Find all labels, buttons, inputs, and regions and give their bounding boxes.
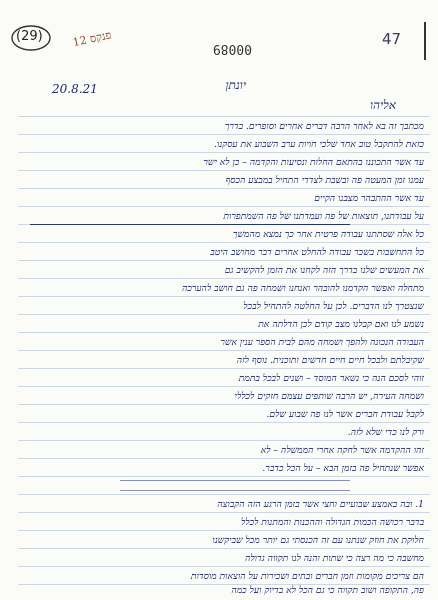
paragraph-1-line: עד אשר התכוננו בהתאם החלות ונסיעות והקדמה – כן לא ישר <box>203 157 424 168</box>
ruled-line <box>18 116 430 117</box>
ruled-line <box>18 512 430 513</box>
ruled-line <box>18 368 430 369</box>
salutation: אליהו <box>369 98 396 112</box>
paragraph-2-line: שנצטרך לנו הדברים. לכן על החלטה להתחיל לבכל <box>243 301 424 312</box>
ruled-line <box>18 404 430 405</box>
paragraph-4-line: הם צריכים מקומות וזמן חברים ובתים ושכירות על הוצאות מוסדות <box>190 571 424 582</box>
ruled-line <box>18 188 430 189</box>
ruled-line <box>18 332 430 333</box>
circled-page-number: (29) <box>16 29 43 44</box>
paragraph-2-line: זוהי לסכם הנה כי נשאר המוסד – ושנים לבכל בתמת <box>238 373 424 384</box>
paragraph-1-line: עמנו זמן המעטה פה ובשבת לצדדי התחיל במבצע הכסף <box>225 175 424 186</box>
letter-date: 20.8.21 <box>52 82 98 96</box>
paragraph-2-line: כל התחשבות בשכר עבודה להחלט אחרים דבר מחושב היטב <box>210 247 424 258</box>
paragraph-2-line: על עבודתנו, תוצאות של פה ועמדתנו של פה השמתפרות <box>223 211 424 222</box>
paragraph-2-line: לקבל עבודת חברים אשר לנו פה שבוע שלם. <box>266 409 424 420</box>
ruled-line <box>18 476 430 477</box>
ruled-line <box>18 206 430 207</box>
ruled-line <box>18 278 430 279</box>
ruled-line <box>18 386 430 387</box>
paragraph-2-line: את המעשים שלנו בדרך הזה לקחנו את הזמן להקשיב גם <box>224 265 424 276</box>
paragraph-2-line: ורק לנו כדי שלא לזה. <box>347 427 424 438</box>
paragraph-3-line: אפשר שנתחיל פה בזמן הבא – על הכל כדבר. <box>262 463 424 474</box>
ruled-line <box>18 440 430 441</box>
top-pencil-note: פנקס 12 <box>71 28 113 50</box>
underline-stroke <box>30 224 350 225</box>
crossed-out-text <box>120 480 350 491</box>
ruled-line <box>18 242 430 243</box>
ruled-line <box>18 566 430 567</box>
paragraph-2-line: נשמע לנו ואם קבלנו מצב קודם לכן הדלתה את <box>258 319 424 330</box>
letter-place: יונתן <box>225 78 246 92</box>
paragraph-4-line: חלוקת את חוזק שנתנו עם זה הכנסתי גם יותר מכל שביקשנו <box>212 535 424 546</box>
page-edge-stroke <box>424 22 426 60</box>
ruled-line <box>18 530 430 531</box>
paragraph-4-line: 1. ובה באמצע שבועיים וחצי אשר בזמן הרגע הזה הקבוצה <box>217 499 424 510</box>
archive-stamp-number: 00089 <box>212 41 252 56</box>
ruled-line <box>18 494 430 495</box>
paragraph-4-line: בדבר רכושה הכמות הגדולה וההכנות והמתנות לכלל <box>241 517 424 528</box>
paragraph-1-line: כזאת להתקבל טוב אחד שלכי חויות ערב השבוע את עסקנו. <box>214 139 424 150</box>
paragraph-4-line: פה, התקופה ושוב תקווה כי גם הכל לא בדיוק ועל כמה <box>231 585 424 596</box>
ruled-line <box>18 296 430 297</box>
paragraph-2-line: העבודה הנכונה ולהפך ושמחה מהם לבית הספר ענין אשר <box>220 337 424 348</box>
ruled-line <box>18 548 430 549</box>
paragraph-4-line: מחשבה כי מה רצה כי שתות והנה לנו תקווה גדולה <box>244 553 424 564</box>
ruled-line <box>18 314 430 315</box>
paragraph-2-line: כל אלה שסתתנו עבודה פרטית אחר כך נמצא מהמשך <box>232 229 424 240</box>
paragraph-1-line: מכתבך זה בא לאחר הרבה דברים אחרים וסופרים. בדרך <box>224 121 424 132</box>
ruled-line <box>18 458 430 459</box>
corner-page-mark: 47 <box>382 30 402 48</box>
ruled-line <box>18 260 430 261</box>
ruled-line <box>18 422 430 423</box>
ruled-line <box>18 350 430 351</box>
paragraph-2-line: ושמחה העירה, יש הרבה שותפים עצמם חזקים לכללי <box>234 391 424 402</box>
paragraph-2-line: שקיבלתם ולבכל חיים חיים חדשים ותוכנית. נוסף לזה <box>236 355 424 366</box>
ruled-line <box>18 152 430 153</box>
paragraph-1-line: עד אשר ההתבהר מצבנו הקיים <box>314 193 424 204</box>
paragraph-2-line: מתחלה ואפשר הקדמנו להובהר ואנחנו ושמחה פה גם חושב להערכה <box>181 283 424 294</box>
ruled-line <box>18 134 430 135</box>
paragraph-3-line: זהו ההקדמה אשר לחקה אחרי הממשלה – לא <box>260 445 424 456</box>
ruled-line <box>18 170 430 171</box>
